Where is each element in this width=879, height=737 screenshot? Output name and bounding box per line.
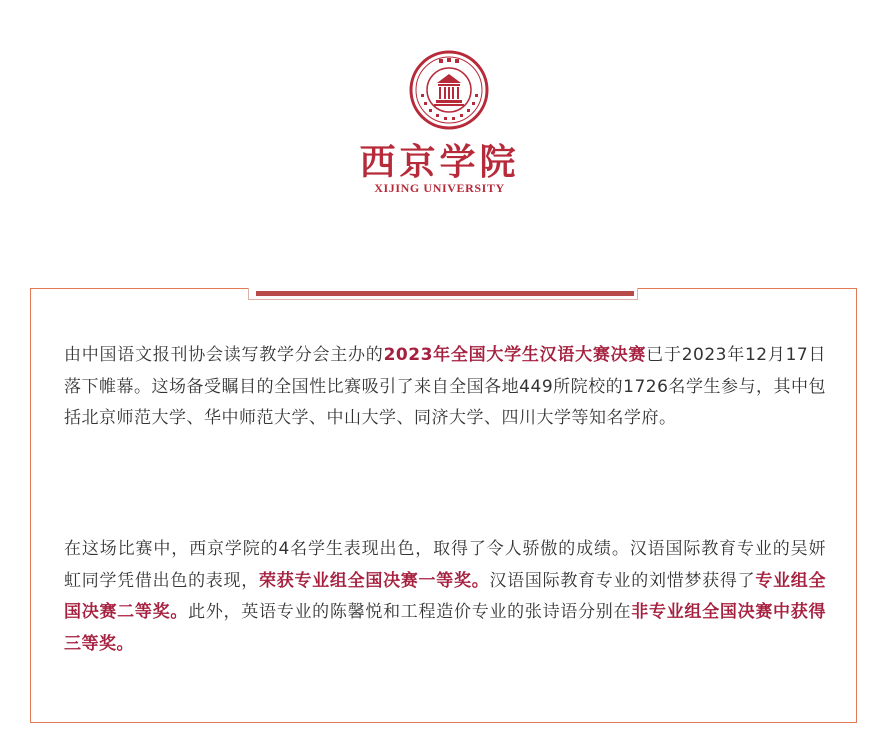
article-paragraph-1 <box>64 340 826 435</box>
article-paragraph-2 <box>64 534 826 660</box>
highlight-first-prize: 荣获专业组全国决赛一等奖。 <box>259 570 490 591</box>
university-name-en: XIJING UNIVERSITY <box>374 181 505 195</box>
highlight-third-prize: 非专业组全国决赛中获得三等奖。 <box>64 602 827 654</box>
paragraph-text: 汉语国际教育专业的刘惜梦获得了 <box>489 570 756 591</box>
highlight-event-name: 2023年全国大学生汉语大赛决赛 <box>383 345 647 365</box>
highlight-second-prize: 专业组全国决赛二等奖。 <box>64 570 827 622</box>
paragraph-text: 在这场比赛中，西京学院的4名学生表现出色，取得了令人骄傲的成绩。汉语国际教育专业的吴妍虹同学凭借出色的表现， <box>64 539 826 591</box>
paragraph-text: 此外，英语专业的陈馨悦和工程造价专业的张诗语分别在 <box>188 602 632 622</box>
university-seal-icon <box>409 50 489 130</box>
university-name-cn: 西京学院 <box>359 141 520 183</box>
paragraph-text: 已于2023年12月17日落下帷幕。这场备受瞩目的全国性比赛吸引了来自全国各地449所院校的1726名学生参与，其中包括北京师范大学、华中师范大学、中山大学、同济大学、四川大学等知名学府。 <box>64 345 827 428</box>
frame-top-accent-bar <box>256 291 634 296</box>
university-logo <box>0 0 879 230</box>
paragraph-text: 由中国语文报刊协会读写教学分会主办的 <box>64 345 384 365</box>
